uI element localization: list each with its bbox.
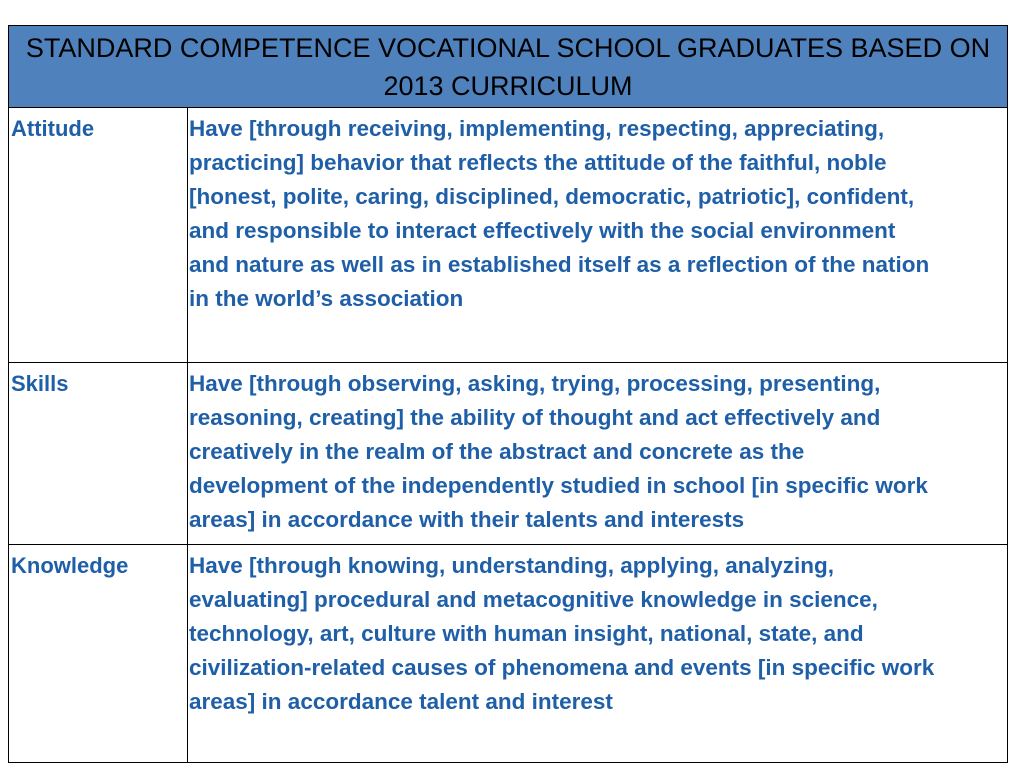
table-row-skills [9,363,1007,545]
row-label-skills: Skills [9,363,188,544]
row-label-attitude: Attitude [9,108,188,362]
row-description-knowledge: Have [through knowing, understanding, applying, analyzing, evaluating] procedural and metacognitive knowledge in science, technology, art, culture with human insight, national, state, and civilization-related causes of phenomena and events [in specific work areas] in accordance talent and interest [189,553,935,714]
competence-table [8,25,1008,763]
table-title-line-1: STANDARD COMPETENCE VOCATIONAL SCHOOL GRADUATES BASED ON [25,32,991,63]
table-title-line-2: 2013 CURRICULUM [383,70,633,101]
table-row-attitude [9,108,1007,363]
table-title-cell [9,26,1007,108]
table-title [26,29,990,105]
table-row-knowledge [9,545,1007,762]
row-description-attitude: Have [through receiving, implementing, respecting, appreciating, practicing] behavior that reflects the attitude of the faithful, noble [honest, polite, caring, disciplined, democratic, patriotic], confident, and responsible to interact effectively with the social environment and nature as well as in established itself as a reflection of the nation in the world’s association [189,116,930,311]
row-label-knowledge: Knowledge [9,545,188,762]
row-description-skills: Have [through observing, asking, trying, processing, presenting, reasoning, creating] the ability of thought and act effectively and creatively in the realm of the abstract and concrete as the development of the independently studied in school [in specific work areas] in accordance with their talents and interests [189,371,928,532]
